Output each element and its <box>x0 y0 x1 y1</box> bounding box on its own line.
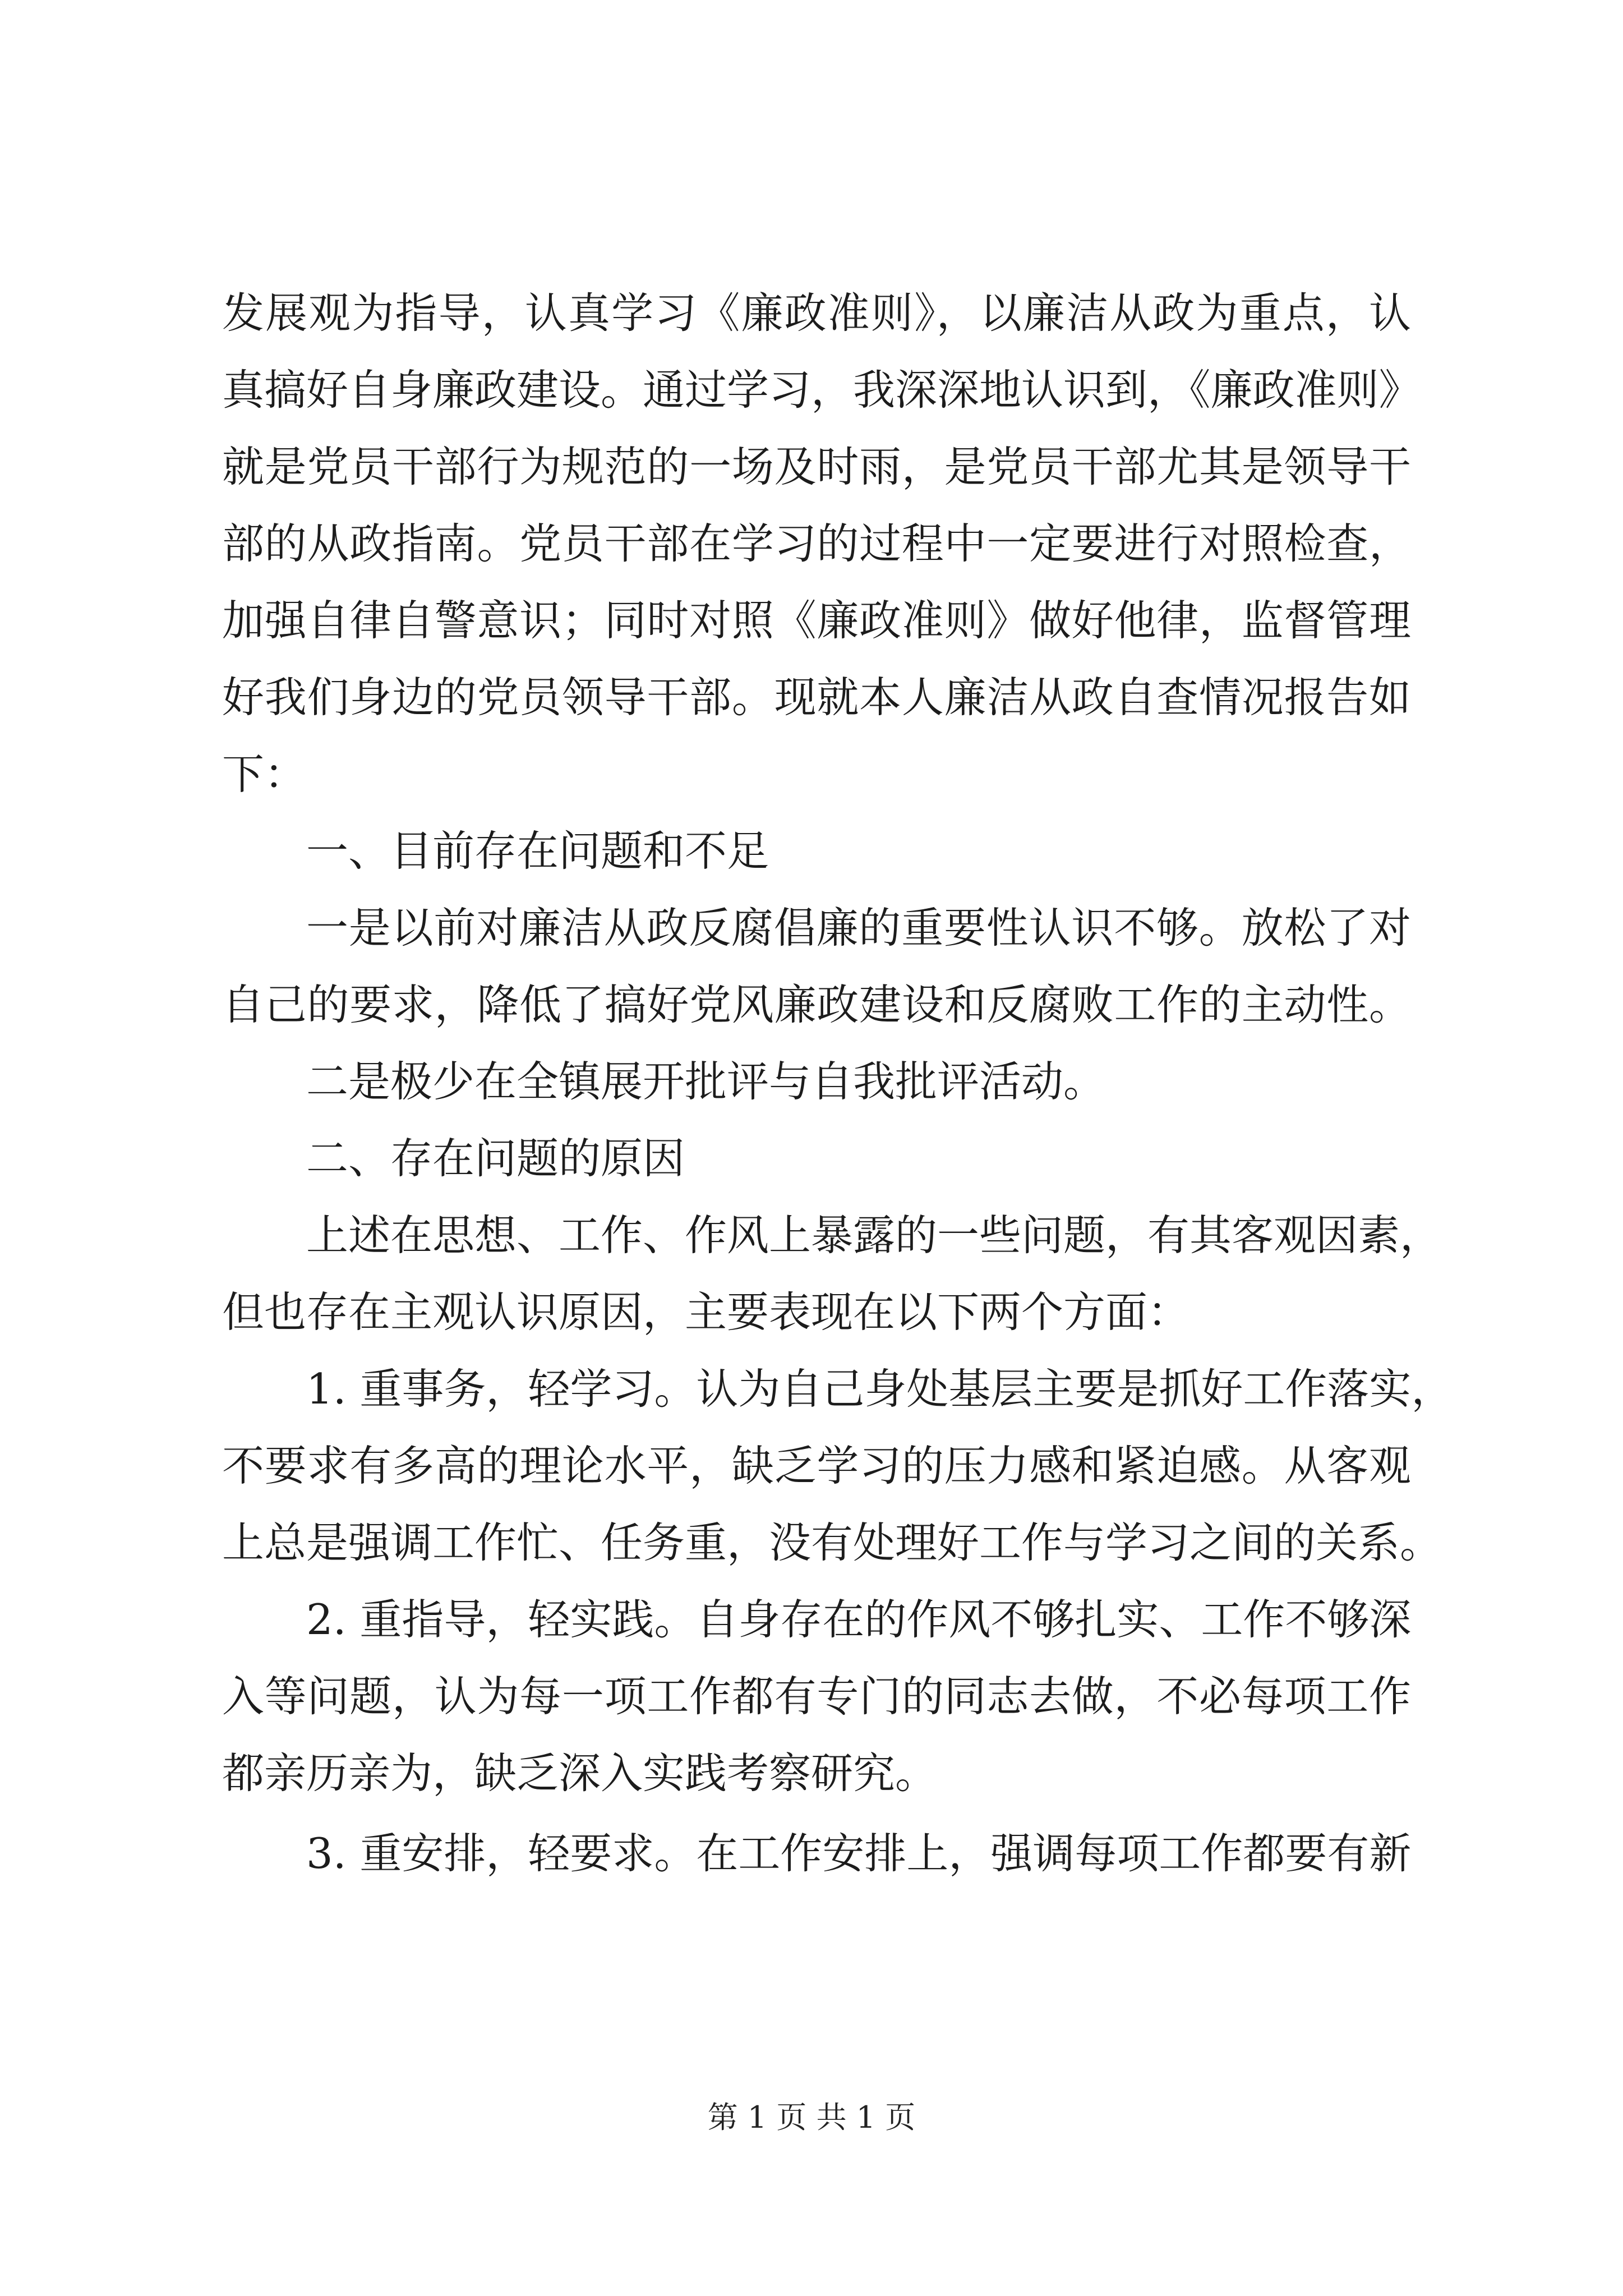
section-heading: 二、存在问题的原因 <box>306 1134 685 1183</box>
text-line: 上总是强调工作忙、任务重，没有处理好工作与学习之间的关系。 <box>222 1518 1442 1567</box>
text-line: 3. 重安排，轻要求。在工作安排上，强调每项工作都要有新 <box>306 1829 1412 1878</box>
page-number-label: 第 1 页 共 1 页 <box>707 2100 916 2135</box>
text-line: 但也存在主观认识原因，主要表现在以下两个方面： <box>222 1287 1190 1337</box>
document-body <box>222 275 1454 1892</box>
text-line: 都亲历亲为，缺乏深入实践考察研究。 <box>222 1749 938 1798</box>
text-line: 发展观为指导，认真学习《廉政准则》，以廉洁从政为重点，认 <box>222 288 1411 338</box>
text-line: 1. 重事务，轻学习。认为自己身处基层主要是抓好工作落实， <box>306 1364 1454 1414</box>
text-line: 加强自律自警意识；同时对照《廉政准则》做好他律，监督管理 <box>222 596 1411 645</box>
text-line: 好我们身边的党员领导干部。现就本人廉洁从政自查情况报告如 <box>222 673 1411 722</box>
text-line: 不要求有多高的理论水平，缺乏学习的压力感和紧迫感。从客观 <box>222 1441 1411 1490</box>
text-line: 二是极少在全镇展开批评与自我批评活动。 <box>306 1057 1106 1106</box>
text-line: 部的从政指南。党员干部在学习的过程中一定要进行对照检查， <box>222 519 1411 568</box>
text-line: 2. 重指导，轻实践。自身存在的作风不够扎实、工作不够深 <box>306 1595 1412 1644</box>
text-line: 一是以前对廉洁从政反腐倡廉的重要性认识不够。放松了对 <box>306 903 1411 953</box>
text-line: 真搞好自身廉政建设。通过学习，我深深地认识到，《廉政准则》 <box>222 365 1421 415</box>
text-line: 就是党员干部行为规范的一场及时雨，是党员干部尤其是领导干 <box>222 442 1411 491</box>
text-line: 自己的要求，降低了搞好党风廉政建设和反腐败工作的主动性。 <box>222 980 1411 1029</box>
page-footer <box>0 2098 1623 2137</box>
text-line: 上述在思想、工作、作风上暴露的一些问题，有其客观因素， <box>306 1211 1442 1260</box>
text-line: 下： <box>222 749 307 799</box>
section-heading: 一、目前存在问题和不足 <box>306 826 769 876</box>
text-line: 入等问题，认为每一项工作都有专门的同志去做，不必每项工作 <box>222 1672 1411 1721</box>
